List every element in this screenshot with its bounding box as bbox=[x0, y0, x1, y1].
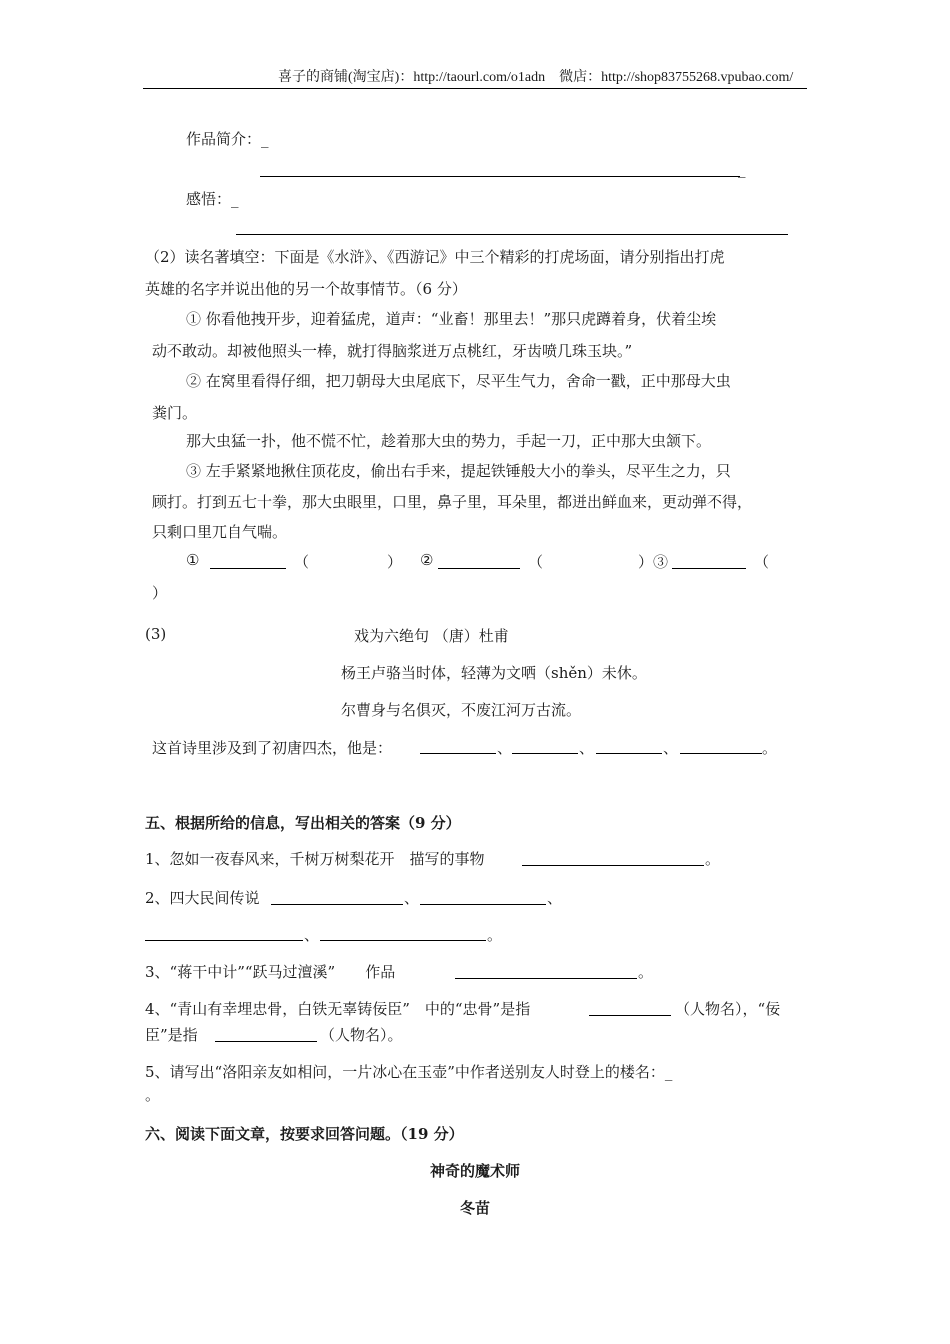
q3-blank2[interactable] bbox=[512, 753, 578, 754]
q2-answer1-num: ① bbox=[186, 551, 200, 569]
sec5-item2-blank1[interactable] bbox=[271, 904, 403, 905]
q3-sep3: 、 bbox=[663, 739, 679, 757]
sec5-item5b: 。 bbox=[145, 1086, 161, 1104]
sec5-item3-blank[interactable] bbox=[455, 978, 637, 979]
q2-answer2-paren-open: （ bbox=[528, 553, 544, 571]
sec5-item2-sep1: 、 bbox=[404, 889, 420, 907]
sec5-item1-end: 。 bbox=[705, 850, 721, 868]
q2-answer3-blank[interactable] bbox=[672, 568, 746, 569]
q3-sep2: 、 bbox=[579, 739, 595, 757]
q2-line1: （2）读名著填空：下面是《水浒》、《西游记》中三个精彩的打虎场面，请分别指出打虎 bbox=[145, 248, 725, 266]
q2-passage3b: 顾打。打到五七十拳，那大虫眼里，口里，鼻子里，耳朵里，都迸出鲜血来，更动弹不得， bbox=[152, 493, 753, 511]
poem-title: 戏为六绝句 （唐）杜甫 bbox=[354, 627, 509, 645]
sec5-item3: 3、“蒋干中计”“跃马过澶溪” 作品 bbox=[145, 963, 396, 981]
sec5-item5a: 5、请写出“洛阳亲友如相问，一片冰心在玉壶”中作者送别友人时登上的楼名：_ bbox=[145, 1063, 673, 1081]
q2-passage2a: ② 在窝里看得仔细，把刀朝母大虫尾底下，尽平生气力，舍命一戳，正中那母大虫 bbox=[186, 372, 731, 390]
q2-answer1-blank[interactable] bbox=[210, 568, 286, 569]
q2-answer1-paren-close: ） bbox=[387, 553, 403, 571]
q2-answer3-paren-close: ） bbox=[152, 584, 168, 602]
q2-line2: 英雄的名字并说出他的另一个故事情节。（6 分） bbox=[145, 280, 467, 298]
q3-blank3[interactable] bbox=[596, 753, 662, 754]
q2-answer3-paren-open: （ bbox=[754, 553, 770, 571]
q2-passage1a: ① 你看他拽开步，迎着猛虎，道声：“业畜！那里去！”那只虎蹲着身，伏着尘埃 bbox=[186, 310, 717, 328]
section6-title: 六、阅读下面文章，按要求回答问题。（19 分） bbox=[145, 1125, 464, 1143]
q2-passage2c: 那大虫猛一扑，他不慌不忙，趁着那大虫的势力，手起一刀，正中那大虫颔下。 bbox=[186, 432, 712, 450]
q2-answer2-blank[interactable] bbox=[438, 568, 520, 569]
sec5-item4b: （人物名），“佞 bbox=[675, 1000, 781, 1018]
feel-answer-line[interactable] bbox=[236, 234, 788, 235]
sec5-item2-end: 。 bbox=[487, 926, 503, 944]
sec5-item3-end: 。 bbox=[638, 963, 654, 981]
poem-line1: 杨王卢骆当时体，轻薄为文哂（shěn）未休。 bbox=[341, 664, 647, 682]
sec5-item2-sep2: 、 bbox=[547, 889, 563, 907]
sec5-item1: 1、忽如一夜春风来，千树万树梨花开 描写的事物 bbox=[145, 850, 485, 868]
feel-label: 感悟：_ bbox=[186, 190, 239, 208]
intro-label: 作品简介：_ bbox=[186, 130, 269, 148]
intro-answer-line[interactable] bbox=[260, 176, 740, 177]
q3-label: (3) bbox=[145, 625, 167, 643]
sec5-item1-blank[interactable] bbox=[522, 865, 704, 866]
sec5-item2-blank4[interactable] bbox=[320, 940, 486, 941]
sec5-item4a: 4、“青山有幸埋忠骨，白铁无辜铸佞臣” 中的“忠骨”是指 bbox=[145, 1000, 531, 1018]
q2-passage2b: 粪门。 bbox=[152, 404, 198, 422]
q3-blank4[interactable] bbox=[680, 753, 762, 754]
sec5-item2: 2、四大民间传说 bbox=[145, 889, 260, 907]
sec5-item2-sep3: 、 bbox=[304, 926, 320, 944]
sec5-item4d: （人物名）。 bbox=[320, 1026, 403, 1044]
q2-passage3a: ③ 左手紧紧地揪住顶花皮，偷出右手来，提起铁锤般大小的拳头，尽平生之力，只 bbox=[186, 462, 731, 480]
header-rule bbox=[143, 88, 807, 89]
sec5-item2-blank2[interactable] bbox=[420, 904, 546, 905]
q3-question: 这首诗里涉及到了初唐四杰，他是： bbox=[152, 739, 393, 757]
q3-end: 。 bbox=[762, 739, 778, 757]
page-header: 喜子的商铺(淘宝店)：http://taourl.com/o1adn 微店：http://shop83755268.vpubao.com/ bbox=[278, 70, 794, 85]
q2-answer2-num: ② bbox=[420, 551, 434, 569]
section5-title: 五、根据所给的信息，写出相关的答案（9 分） bbox=[145, 814, 461, 832]
intro-blank-end: _ bbox=[738, 160, 746, 178]
sec5-item4-blank2[interactable] bbox=[215, 1041, 317, 1042]
sec5-item4c: 臣”是指 bbox=[145, 1026, 198, 1044]
q2-passage3c: 只剩口里兀自气喘。 bbox=[152, 523, 288, 541]
q3-sep1: 、 bbox=[497, 739, 513, 757]
article-author: 冬苗 bbox=[459, 1199, 490, 1217]
q3-blank1[interactable] bbox=[420, 753, 496, 754]
q2-answer3-num: ）③ bbox=[638, 553, 669, 571]
q2-answer1-paren-open: （ bbox=[294, 553, 310, 571]
sec5-item2-blank3[interactable] bbox=[145, 940, 303, 941]
article-title: 神奇的魔术师 bbox=[429, 1162, 520, 1180]
poem-line2: 尔曹身与名俱灭，不废江河万古流。 bbox=[341, 701, 582, 719]
q2-passage1b: 动不敢动。却被他照头一棒，就打得脑浆迸万点桃红，牙齿喷几珠玉块。” bbox=[152, 342, 633, 360]
sec5-item4-blank1[interactable] bbox=[589, 1015, 671, 1016]
